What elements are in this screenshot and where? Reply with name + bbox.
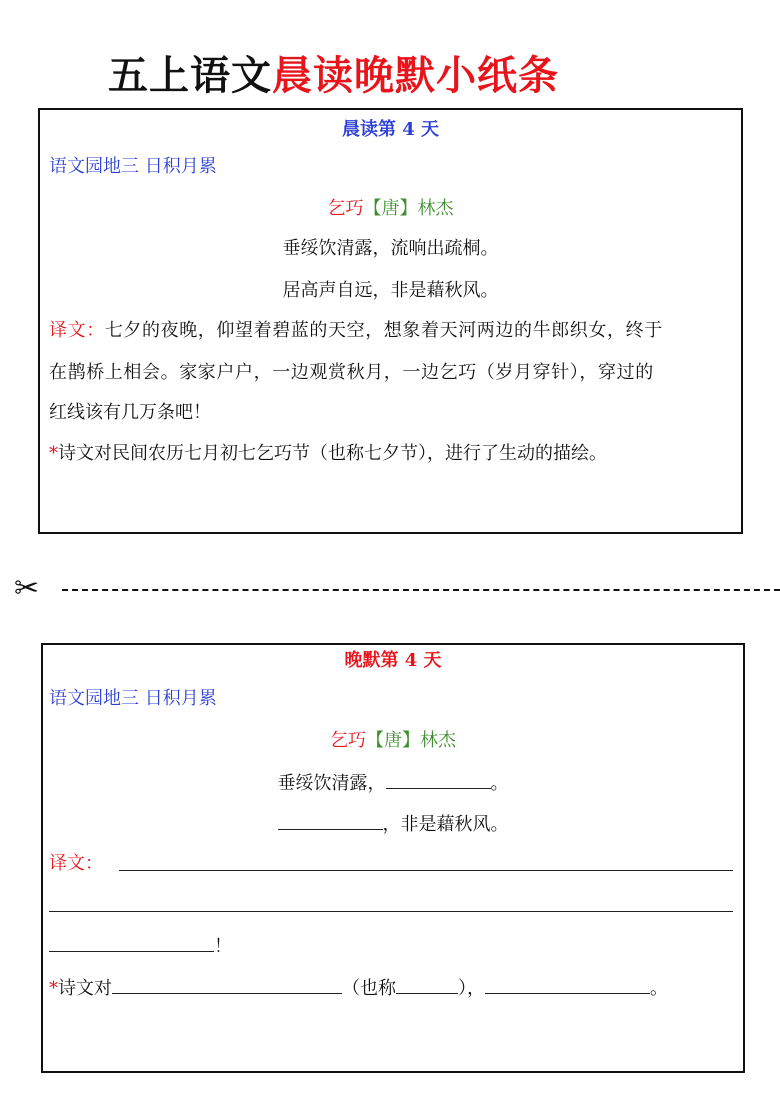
fill-blank[interactable] bbox=[49, 911, 733, 912]
poem-line-blank bbox=[43, 811, 743, 837]
text: ，非是藉秋风。 bbox=[382, 814, 509, 835]
poem-line: 垂绥饮清露，流响出疏桐。 bbox=[282, 238, 499, 259]
title-red: 晨读晚默小纸条 bbox=[272, 53, 559, 99]
fill-blank[interactable] bbox=[396, 975, 458, 994]
morning-heading: 晨读第 4 天 bbox=[341, 119, 440, 140]
evening-heading: 晚默第 4 天 bbox=[344, 650, 442, 671]
poem-title: 乞巧 bbox=[327, 198, 364, 219]
fill-blank[interactable] bbox=[485, 975, 650, 994]
poem-header bbox=[43, 729, 743, 753]
poem-line-blank bbox=[43, 770, 743, 796]
author: 林杰 bbox=[417, 198, 454, 219]
unit-label: 语文园地三 日积月累 bbox=[49, 688, 217, 709]
page-title bbox=[108, 44, 559, 101]
translation-label: 译文： bbox=[49, 320, 105, 341]
fill-blank[interactable] bbox=[112, 975, 342, 994]
poem-header bbox=[40, 197, 741, 221]
fill-blank[interactable] bbox=[49, 933, 214, 952]
translation-end bbox=[49, 933, 232, 959]
translation-line bbox=[49, 319, 663, 343]
note-line bbox=[49, 442, 607, 466]
note-text: 诗文对民间农历七月初七乞巧节（也称七夕节），进行了生动的描绘。 bbox=[58, 443, 607, 464]
dynasty: 唐 bbox=[381, 198, 400, 219]
text: ）， bbox=[458, 978, 485, 999]
fill-blank[interactable] bbox=[278, 811, 383, 830]
title-black: 五上语文 bbox=[108, 53, 272, 99]
bracket: 【 bbox=[366, 730, 384, 751]
unit-label: 语文园地三 日积月累 bbox=[49, 156, 217, 177]
scissors-icon: ✂ bbox=[14, 571, 40, 606]
star-mark: * bbox=[49, 978, 58, 999]
translation-line: 在鹊桥上相会。家家户户，一边观赏秋月，一边乞巧（岁月穿针），穿过的 bbox=[49, 362, 654, 383]
text: （也称 bbox=[342, 978, 396, 999]
translation-line: 红线该有几万条吧！ bbox=[49, 402, 211, 423]
text: 。 bbox=[650, 978, 668, 999]
translation-blank-line bbox=[49, 852, 733, 876]
cut-line bbox=[62, 589, 780, 591]
bracket: 】 bbox=[399, 198, 418, 219]
bracket: 【 bbox=[363, 198, 382, 219]
text: 诗文对 bbox=[58, 978, 112, 999]
dynasty: 唐 bbox=[384, 730, 402, 751]
translation-text: 七夕的夜晚，仰望着碧蓝的天空，想象着天河两边的牛郎织女，终于 bbox=[104, 320, 663, 341]
text: ！ bbox=[214, 936, 232, 957]
fill-blank[interactable] bbox=[119, 852, 733, 871]
evening-card bbox=[41, 643, 745, 1073]
poem-title: 乞巧 bbox=[330, 730, 366, 751]
text: 。 bbox=[490, 773, 509, 794]
bracket: 】 bbox=[402, 730, 420, 751]
translation-label: 译文： bbox=[49, 853, 103, 874]
morning-card bbox=[38, 108, 743, 534]
fill-blank[interactable] bbox=[386, 770, 491, 789]
star-mark: * bbox=[49, 443, 58, 464]
note-blank-line bbox=[49, 975, 668, 1001]
text: 垂绥饮清露， bbox=[277, 773, 386, 794]
poem-line: 居高声自远，非是藉秋风。 bbox=[282, 280, 499, 301]
author: 林杰 bbox=[420, 730, 456, 751]
